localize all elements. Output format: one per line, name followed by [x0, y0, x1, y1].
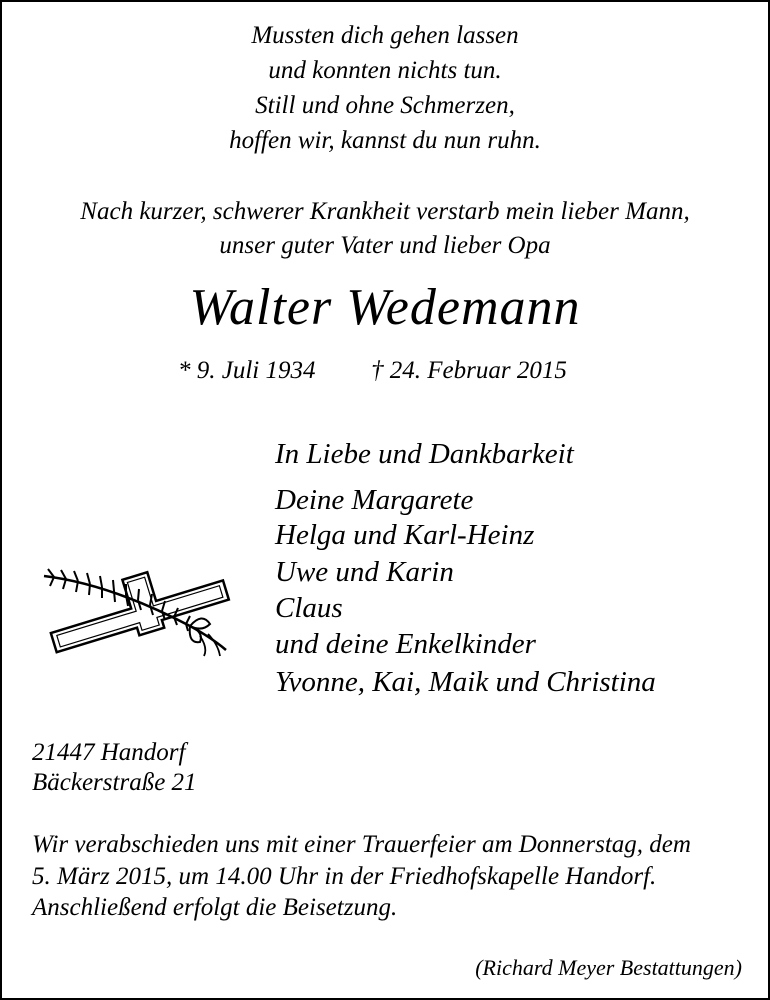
poem-line: Mussten dich gehen lassen	[251, 22, 519, 49]
cross-with-palm-branch-icon	[40, 558, 240, 662]
death-date: † 24. Februar 2015	[371, 357, 567, 384]
birth-date: * 9. Juli 1934	[178, 357, 316, 384]
poem-line: und konnten nichts tun.	[268, 57, 502, 84]
family-member: Claus	[275, 592, 343, 624]
family-member: Yvonne, Kai, Maik und Christina	[275, 666, 656, 698]
family-member: Deine Margarete	[275, 484, 474, 516]
family-member: Helga und Karl-Heinz	[275, 519, 535, 551]
address-line: Bäckerstraße 21	[32, 769, 197, 796]
undertaker-name: (Richard Meyer Bestattungen)	[475, 955, 742, 980]
intro-line: unser guter Vater und lieber Opa	[219, 232, 551, 259]
service-line: Anschließend erfolgt die Beisetzung.	[32, 894, 398, 921]
family-member: und deine Enkelkinder	[275, 628, 536, 660]
poem-line: hoffen wir, kannst du nun ruhn.	[229, 127, 541, 154]
poem-line: Still und ohne Schmerzen,	[255, 92, 515, 119]
service-line: Wir verabschieden uns mit einer Trauerfeier am Donnerstag, dem	[32, 831, 691, 858]
address-line: 21447 Handorf	[32, 739, 186, 766]
family-heading: In Liebe und Dankbarkeit	[275, 438, 574, 470]
deceased-name: Walter Wedemann	[189, 279, 581, 336]
service-line: 5. März 2015, um 14.00 Uhr in der Friedhofskapelle Handorf.	[32, 863, 657, 890]
family-member: Uwe und Karin	[275, 556, 454, 588]
intro-line: Nach kurzer, schwerer Krankheit verstarb mein lieber Mann,	[80, 198, 690, 225]
